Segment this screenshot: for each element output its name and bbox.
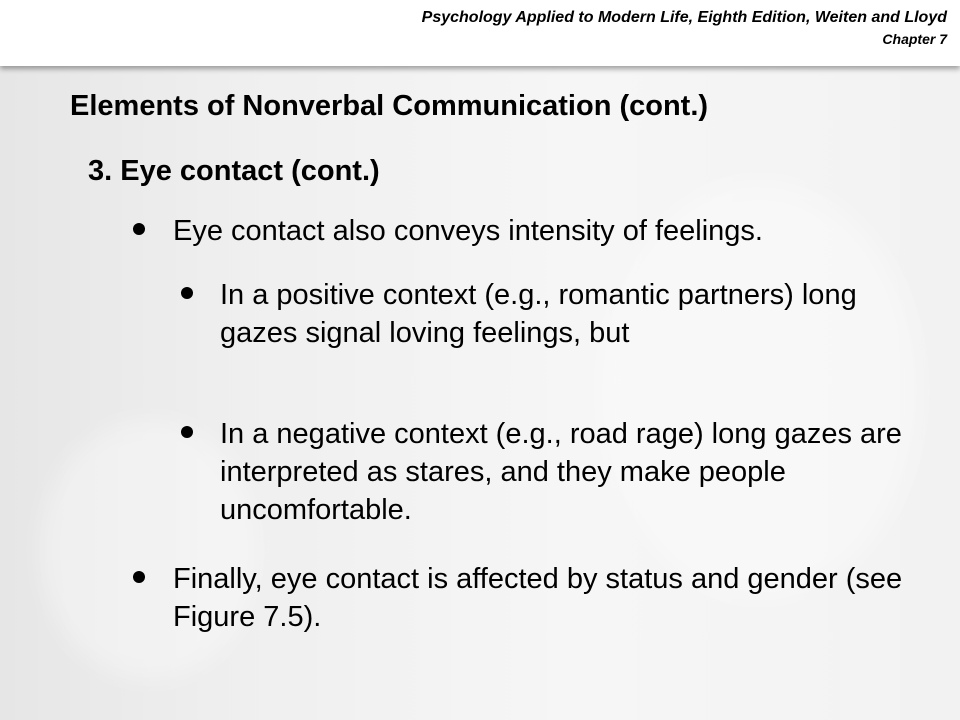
chapter-label: Chapter 7: [882, 31, 947, 47]
bullet-item: Finally, eye contact is affected by status and gender (see Figure 7.5).: [173, 563, 903, 633]
sub-bullet-item: In a negative context (e.g., road rage) long gazes are interpreted as stares, and they make people uncomfortable.: [220, 418, 902, 526]
section-heading: 3. Eye contact (cont.): [88, 155, 380, 187]
bullet-dot: [133, 571, 145, 583]
bullet-dot: [133, 223, 145, 235]
sub-bullet-dot: [181, 426, 193, 438]
header-bar: [0, 0, 960, 66]
sub-bullet-item: In a positive context (e.g., romantic partners) long gazes signal loving feelings, but: [220, 279, 857, 349]
slide-title: Elements of Nonverbal Communication (cont.): [70, 90, 709, 122]
bullet-item: Eye contact also conveys intensity of feelings.: [173, 215, 763, 247]
book-citation: Psychology Applied to Modern Life, Eighth Edition, Weiten and Lloyd: [421, 9, 947, 26]
sub-bullet-dot: [181, 287, 193, 299]
